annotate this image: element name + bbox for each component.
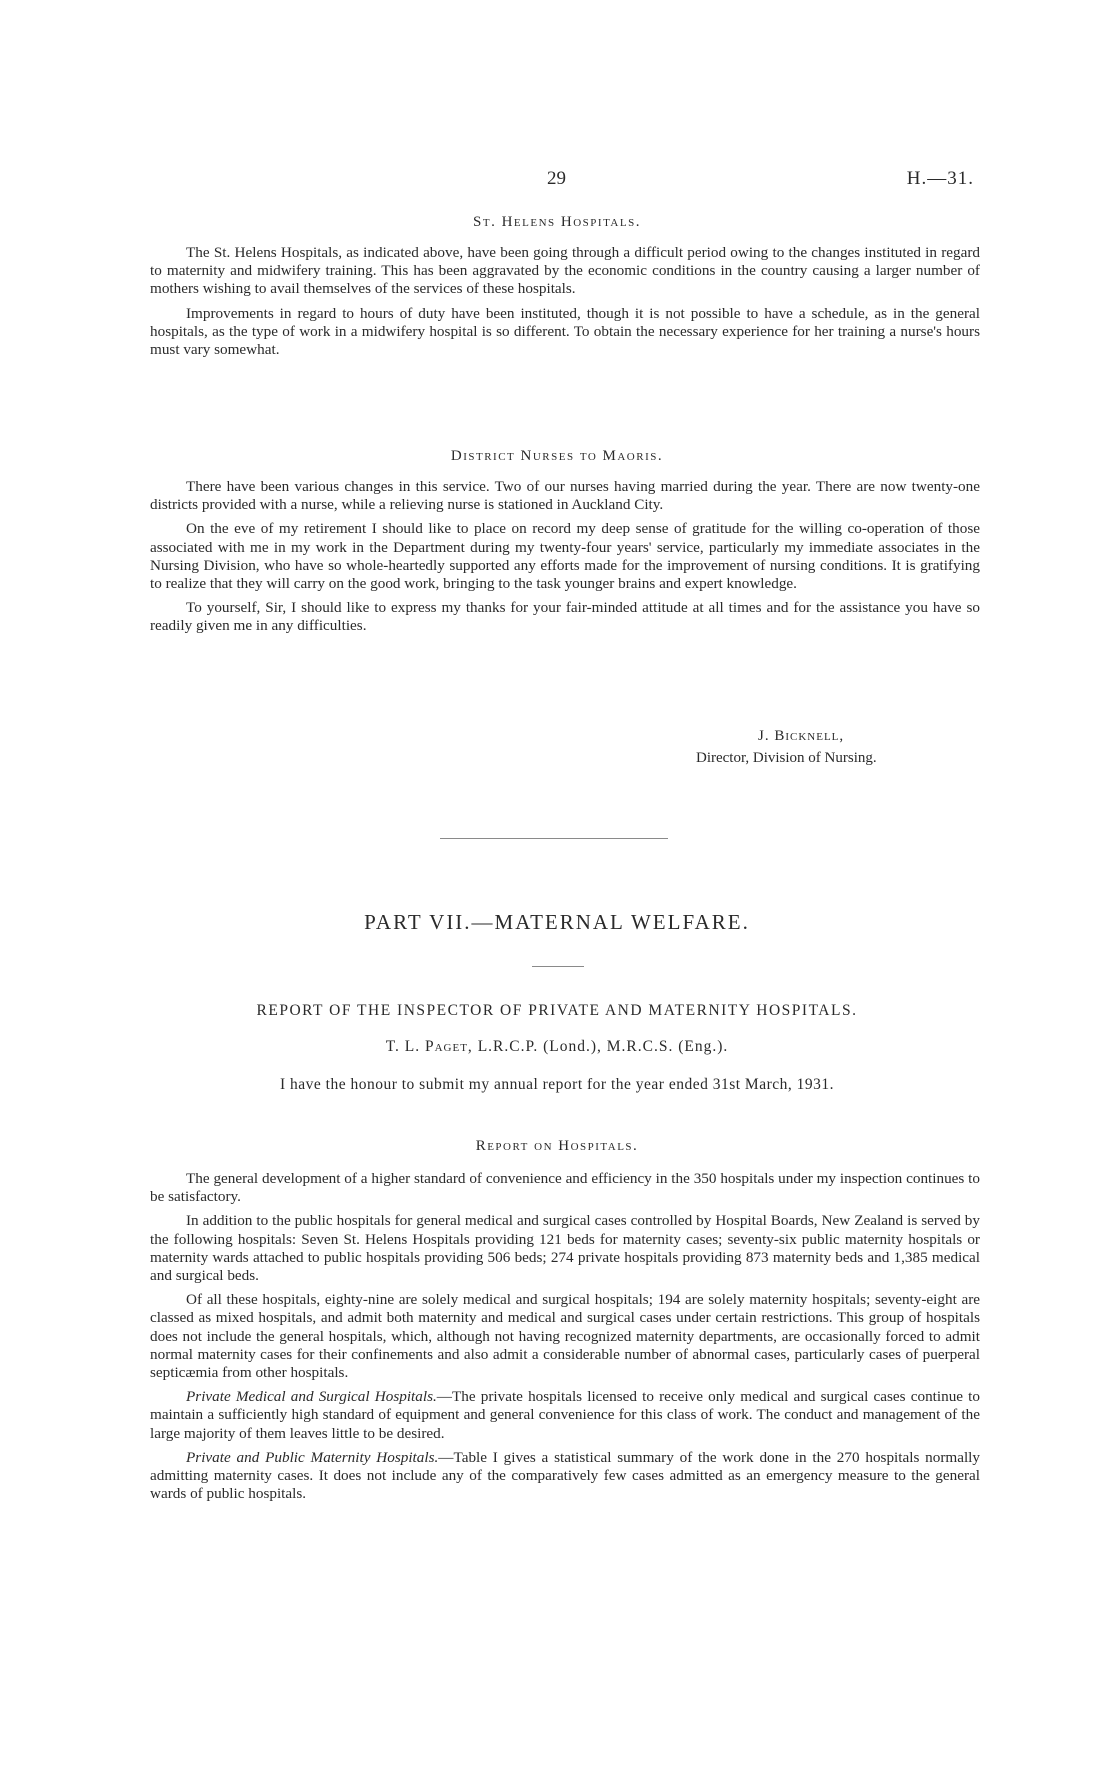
paragraph-text: —The private hospitals licensed to receive only medical and surgical cases continue to maintain a sufficiently high standard of equipment and general convenience for this class of work. The conduct and management of the large majority of them leaves little to be desired. [150,1388,980,1442]
run-in-heading: Private and Public Maternity Hospitals. [186,1448,439,1466]
document-reference: H.—31. [906,168,974,189]
paragraph: There have been various changes in this service. Two of our nurses having married during the year. There are now twenty-one districts provided with a nurse, while a relieving nurse is stationed in Auckland City. [150,478,980,514]
district-nurses-heading: District Nurses to Maoris. [450,448,664,464]
run-in-heading: Private Medical and Surgical Hospitals. [186,1388,437,1406]
paragraph: To yourself, Sir, I should like to express my thanks for your fair-minded attitude at all times and for the assistance you have so readily given me in any difficulties. [150,599,980,635]
paragraph: Improvements in regard to hours of duty have been instituted, though it is not possible to have a schedule, as in the general hospitals, as the type of work in a midwifery hospital is so different. To obtain the necessary experience for her training a nurse's hours must vary somewhat. [150,304,980,359]
paragraph: On the eve of my retirement I should like to place on record my deep sense of gratitude for the willing co-operation of those associated with me in my work in the Department during my twenty-four years' service, particularly my immediate associates in the Nursing Division, who have so whole-heartedly supported any efforts made for the improvement of nursing conditions. It is gratifying to realize that they will carry on the good work, bringing to the task younger brains and expert knowledge. [150,520,980,593]
intro-statement: I have the honour to submit my annual report for the year ended 31st March, 1931. [279,1076,834,1093]
report-on-hospitals-heading: Report on Hospitals. [475,1138,639,1154]
part-title: PART VII.—MATERNAL WELFARE. [364,910,750,934]
paragraph: Of all these hospitals, eighty-nine are solely medical and surgical hospitals; 194 are solely maternity hospitals; seventy-eight are classed as mixed hospitals, and admit both maternity and medical and surgical cases under certain restrictions. This group of hospitals does not include the general hospitals, which, although not having recognized maternity departments, are occasionally forced to admit normal maternity cases for their confinements and also admit a considerable number of abnormal cases, particularly cases of puerperal septicæmia from other hospitals. [150,1291,980,1382]
paragraph: The St. Helens Hospitals, as indicated above, have been going through a difficult period owing to the changes instituted in regard to maternity and midwifery training. This has been aggravated by the economic conditions in the country causing a larger number of mothers wishing to avail themselves of the services of these hospitals. [150,244,980,298]
page-number: 29 [547,168,566,189]
paragraph-text: —Table I gives a statistical summary of the work done in the 270 hospitals normally admitting maternity cases. It does not include any of the comparatively few cases admitted as an emergency measure to the general wards of public hospitals. [150,1448,980,1503]
author-line [0,1038,1114,1056]
report-on-hospitals-section [150,1170,980,1503]
signature-title: Director, Division of Nursing. [696,750,877,766]
section-divider [440,838,668,839]
st-helens-section [150,244,980,359]
paragraph-private-public [150,1449,980,1504]
title-divider [532,966,584,967]
author-qualifications: L.R.C.P. (Lond.), M.R.C.S. (Eng.). [472,1038,729,1055]
signature-name: J. Bicknell, [758,728,845,744]
paragraph: In addition to the public hospitals for general medical and surgical cases controlled by Hospital Boards, New Zealand is served by the following hospitals: Seven St. Helens Hospitals providing 121 beds for maternity cases; seventy-six public maternity hospitals or maternity wards attached to public hospitals providing 506 beds; 274 private hospitals providing 873 maternity beds and 1,385 medical and surgical beds. [150,1212,980,1285]
paragraph: The general development of a higher standard of convenience and efficiency in the 350 hospitals under my inspection continues to be satisfactory. [150,1170,980,1206]
page-header [0,168,1114,192]
report-title: REPORT OF THE INSPECTOR OF PRIVATE AND MATERNITY HOSPITALS. [256,1002,858,1019]
district-nurses-section [150,478,980,636]
paragraph-private-medical [150,1388,980,1443]
author-name: T. L. Paget, [385,1038,473,1055]
st-helens-heading: St. Helens Hospitals. [473,214,641,230]
